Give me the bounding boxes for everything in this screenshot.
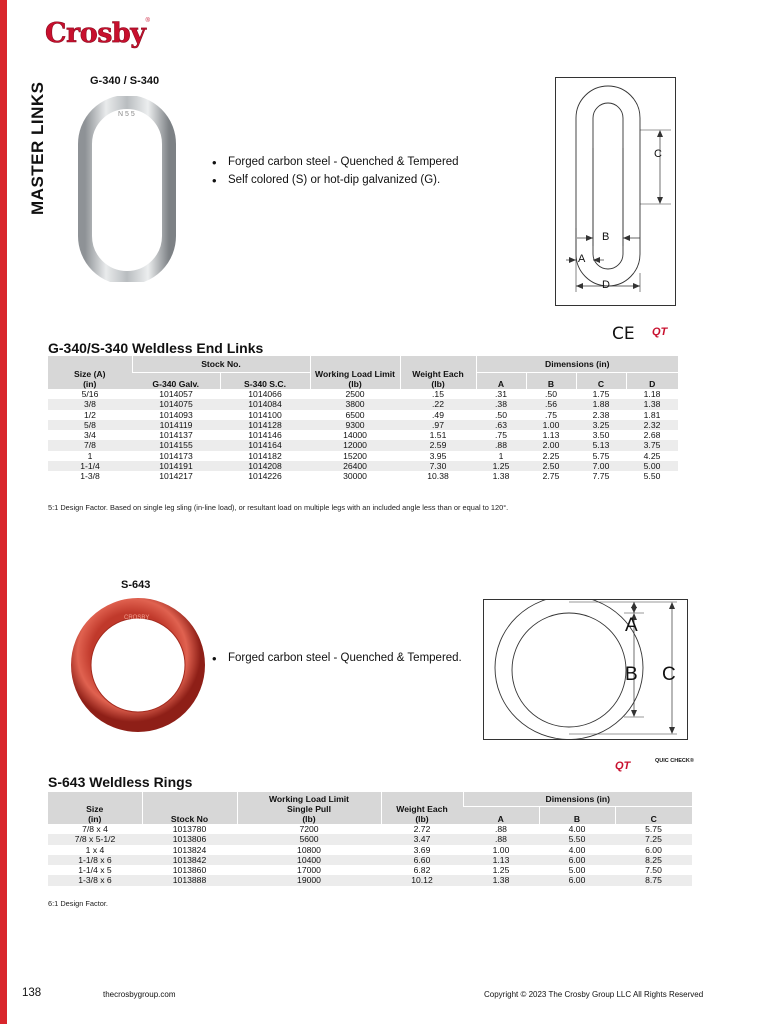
table-cell: 1.18 — [643, 389, 661, 399]
table-cell: 1013842 — [142, 855, 237, 865]
svg-text:N 5 5: N 5 5 — [118, 111, 135, 118]
table-cell: 6.00 — [539, 855, 615, 865]
table-cell: 5.75 — [592, 450, 610, 461]
table-cell: .63 — [476, 420, 526, 430]
header-c: C — [576, 372, 626, 389]
product2-features — [212, 652, 462, 670]
table-cell: 1 — [498, 450, 504, 461]
table-cell: 5.13 — [576, 440, 626, 450]
table-cell: 6.00 — [539, 875, 615, 885]
table-cell: 1013806 — [142, 834, 237, 844]
product2-model: S-643 — [121, 579, 151, 591]
weldless-rings-table — [48, 792, 692, 886]
table-cell: 2.32 — [626, 420, 678, 430]
table-cell: 1/2 — [84, 409, 96, 420]
table-cell: .22 — [400, 399, 476, 409]
table-cell: 7200 — [299, 824, 319, 834]
table-cell: 5.75 — [645, 824, 662, 834]
table-cell: 1.13 — [542, 430, 560, 441]
table-cell: 3.69 — [413, 844, 431, 855]
header-wll: Working Load Limit (lb) — [310, 356, 400, 389]
table1-title: G-340/S-340 Weldless End Links — [48, 340, 264, 356]
header-dimensions: Dimensions (in) — [463, 792, 692, 806]
weldless-ring-image — [70, 597, 206, 733]
table-cell: 4.00 — [568, 844, 586, 855]
dim-label-b: B — [602, 231, 610, 243]
table-cell: 3.95 — [429, 450, 447, 461]
product1-model: G-340 / S-340 — [90, 75, 160, 87]
dim-label-c: C — [662, 664, 676, 685]
dim-label-c: C — [654, 148, 662, 160]
table-row — [48, 865, 692, 875]
table-cell: 1.13 — [463, 855, 539, 865]
table-row — [48, 855, 692, 865]
table1-body — [48, 389, 678, 482]
table-cell: 1-1/8 x 6 — [48, 855, 142, 865]
header-wll: Working Load Limit Single Pull (lb) — [237, 792, 381, 824]
table-cell: 1014075 — [132, 399, 220, 409]
table-cell: 2.59 — [400, 440, 476, 450]
table-cell: 3.50 — [592, 430, 610, 441]
table-cell: 1014182 — [248, 450, 282, 461]
header-size: Size (A) (in) — [48, 356, 132, 389]
table-cell: 1013824 — [172, 844, 207, 855]
table-cell: 3/8 — [48, 399, 132, 409]
master-link-image — [78, 96, 178, 282]
table-cell: 1 — [87, 450, 93, 461]
header-a: A — [463, 806, 539, 824]
table-cell: 6.82 — [413, 865, 431, 876]
table-cell: .56 — [526, 399, 576, 409]
table-cell: .88 — [476, 440, 526, 450]
table-cell: 1 x 4 — [85, 844, 105, 855]
section-tab — [4, 60, 47, 220]
table-cell: 2.25 — [542, 450, 560, 461]
qt-mark: QT — [652, 326, 668, 338]
crosby-logo: Crosby® — [45, 18, 150, 49]
dim-label-a: A — [625, 615, 638, 636]
dim-label-b: B — [625, 664, 638, 685]
table-cell: 1014208 — [220, 461, 310, 471]
quic-check-mark: QUIC CHECK® — [655, 758, 694, 764]
table-cell: 6.00 — [645, 844, 662, 855]
dim-label-d: D — [602, 279, 610, 291]
table-cell: 4.00 — [568, 824, 586, 834]
table-cell: 3.25 — [576, 420, 626, 430]
table-cell: 5600 — [237, 834, 381, 844]
table-cell: 5/8 — [48, 420, 132, 430]
table-cell: 1.88 — [576, 399, 626, 409]
table-cell: 1.00 — [492, 844, 510, 855]
table-cell: 1.25 — [492, 865, 510, 876]
table-cell: 3.47 — [381, 834, 463, 844]
table-cell: 3/4 — [84, 430, 96, 441]
table-cell: 7.75 — [592, 471, 610, 482]
table-cell: 10800 — [297, 844, 321, 855]
table-cell: 1014146 — [248, 430, 282, 441]
table-row — [48, 410, 678, 420]
table-cell: .75 — [495, 430, 507, 441]
table-cell: 6500 — [345, 409, 365, 420]
table-cell: 6.60 — [381, 855, 463, 865]
table-cell: 1.00 — [526, 420, 576, 430]
table-cell: 2.72 — [413, 824, 431, 834]
table-cell: 1014093 — [159, 409, 193, 420]
table-cell: 1.38 — [463, 875, 539, 885]
table-cell: 8.75 — [615, 875, 692, 885]
table-row — [48, 420, 678, 430]
table-cell: 2500 — [345, 389, 365, 399]
link-dimension-diagram — [555, 77, 676, 306]
table-cell: 1014226 — [248, 471, 282, 482]
table-cell: 1014173 — [159, 450, 193, 461]
section-tab-label: MASTER LINKS — [28, 81, 47, 215]
table-cell: 1013860 — [172, 865, 207, 876]
table-cell: .50 — [495, 409, 507, 420]
ce-mark: CE — [612, 324, 635, 344]
table-cell: .88 — [495, 824, 507, 834]
table-cell: 3800 — [310, 399, 400, 409]
table1-note: 5:1 Design Factor. Based on single leg sling (in-line load), or resultant load on multiple legs with an included angle less than or equal to 120°. — [48, 503, 509, 512]
table-cell: 10.12 — [381, 875, 463, 885]
table-cell: 1014191 — [132, 461, 220, 471]
table2-note: 6:1 Design Factor. — [48, 899, 108, 908]
table-cell: .88 — [463, 834, 539, 844]
table-cell: 9300 — [310, 420, 400, 430]
header-galv: G-340 Galv. — [132, 372, 220, 389]
table-cell: 7/8 — [48, 440, 132, 450]
table-cell: .38 — [476, 399, 526, 409]
product1-features — [212, 156, 459, 192]
table-cell: 26400 — [310, 461, 400, 471]
table-cell: 1-3/8 x 6 — [48, 875, 142, 885]
table-cell: 1013888 — [142, 875, 237, 885]
table-row — [48, 824, 692, 834]
table-row — [48, 461, 678, 471]
header-c: C — [615, 806, 692, 824]
brand-name: Crosby — [45, 18, 146, 49]
header-dimensions: Dimensions (in) — [476, 356, 678, 372]
feature-item: • Forged carbon steel - Quenched & Tempered. — [212, 652, 462, 664]
table-cell: 8.25 — [615, 855, 692, 865]
table-cell: 19000 — [237, 875, 381, 885]
table-cell: 3.75 — [626, 440, 678, 450]
table-cell: 4.25 — [643, 450, 661, 461]
table-cell: 15200 — [343, 450, 367, 461]
feature-item: • Self colored (S) or hot-dip galvanized (G). — [212, 174, 459, 186]
table-cell: 1-1/4 x 5 — [78, 865, 112, 876]
table-cell: 1014084 — [220, 399, 310, 409]
table-cell: 1.38 — [492, 471, 510, 482]
table-cell: 1014057 — [159, 389, 193, 399]
table-row — [48, 389, 678, 399]
table-row — [48, 834, 692, 844]
table-cell: 1014164 — [220, 440, 310, 450]
table-cell: 5.50 — [539, 834, 615, 844]
table-cell: .49 — [432, 409, 444, 420]
table-cell: 1.25 — [476, 461, 526, 471]
table-cell: 1014155 — [132, 440, 220, 450]
header-a: A — [476, 372, 526, 389]
table-cell: 30000 — [343, 471, 367, 482]
footer-copyright: Copyright © 2023 The Crosby Group LLC All Rights Reserved — [484, 990, 704, 999]
header-stock-no: Stock No. — [132, 356, 310, 372]
table-row — [48, 430, 678, 440]
table-cell: 2.38 — [592, 409, 610, 420]
table-cell: .75 — [545, 409, 557, 420]
qt-mark: QT — [615, 760, 631, 772]
table-cell: 1014119 — [132, 420, 220, 430]
table-cell: 14000 — [343, 430, 367, 441]
table-cell: 1014128 — [220, 420, 310, 430]
table-cell: .50 — [545, 389, 557, 399]
table-cell: 2.75 — [542, 471, 560, 482]
table-cell: 1014137 — [159, 430, 193, 441]
table-cell: 17000 — [297, 865, 321, 876]
footer-url[interactable]: thecrosbygroup.com — [103, 990, 176, 999]
table-cell: 5.00 — [626, 461, 678, 471]
table-cell: 1.81 — [643, 409, 661, 420]
table-row — [48, 440, 678, 450]
header-weight: Weight Each (lb) — [400, 356, 476, 389]
table-row — [48, 451, 678, 461]
ring-dimension-diagram — [483, 599, 688, 740]
table-cell: 7.50 — [645, 865, 662, 876]
table-row — [48, 471, 678, 481]
header-size: Size (in) — [48, 792, 142, 824]
table-row — [48, 875, 692, 885]
table-cell: 1.75 — [592, 389, 610, 399]
table2-title: S-643 Weldless Rings — [48, 774, 193, 790]
table-row — [48, 845, 692, 855]
table-cell: 10400 — [237, 855, 381, 865]
table-cell: 2.68 — [643, 430, 661, 441]
table-cell: 1014066 — [248, 389, 282, 399]
table-cell: .31 — [495, 389, 507, 399]
header-b: B — [526, 372, 576, 389]
table-cell: 7.25 — [615, 834, 692, 844]
table-cell: 1014100 — [248, 409, 282, 420]
table-cell: 7.00 — [576, 461, 626, 471]
table-cell: 1013780 — [172, 824, 207, 834]
header-d: D — [626, 372, 678, 389]
table-cell: 7.30 — [400, 461, 476, 471]
table-cell: 1.51 — [429, 430, 447, 441]
table2-body — [48, 824, 692, 886]
header-stock-no: Stock No — [142, 792, 237, 824]
header-sc: S-340 S.C. — [220, 372, 310, 389]
weldless-end-links-table — [48, 356, 678, 482]
table-cell: 7/8 x 5-1/2 — [48, 834, 142, 844]
table-cell: 7/8 x 4 — [82, 824, 108, 834]
page-number: 138 — [22, 987, 42, 999]
table-cell: .15 — [432, 389, 444, 399]
table-cell: 1-3/8 — [80, 471, 100, 482]
ring-diagram-drawing — [484, 600, 689, 741]
table-row — [48, 399, 678, 409]
header-b: B — [539, 806, 615, 824]
table-cell: 1-1/4 — [48, 461, 132, 471]
table-cell: .97 — [400, 420, 476, 430]
link-diagram-drawing — [556, 78, 677, 307]
table-cell: 12000 — [310, 440, 400, 450]
table-cell: 5.00 — [568, 865, 586, 876]
table-cell: 10.38 — [427, 471, 449, 482]
header-weight: Weight Each (lb) — [381, 792, 463, 824]
dim-label-a: A — [578, 253, 586, 265]
table-cell: 1.38 — [626, 399, 678, 409]
table-cell: 2.00 — [526, 440, 576, 450]
table-cell: 5.50 — [643, 471, 661, 482]
table-cell: 1014217 — [159, 471, 193, 482]
feature-item: • Forged carbon steel - Quenched & Tempered — [212, 156, 459, 168]
table-cell: 5/16 — [81, 389, 99, 399]
table-cell: 2.50 — [526, 461, 576, 471]
svg-text:CROSBY: CROSBY — [124, 615, 150, 621]
